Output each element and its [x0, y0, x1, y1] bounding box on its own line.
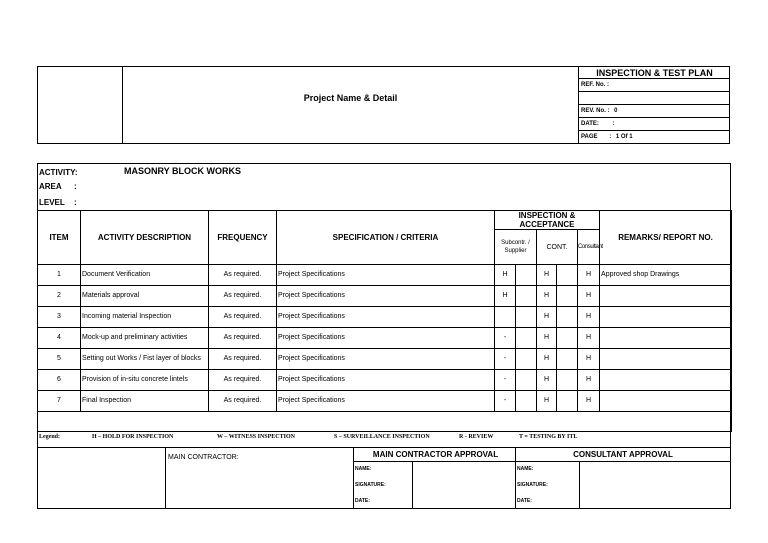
subcontractor-cell: -: [495, 349, 516, 370]
table-row: [38, 286, 732, 307]
ref-label: REF. No. :: [581, 82, 609, 88]
spec-cell: Project Specifications: [277, 349, 495, 370]
legend-testing: T = TESTING BY ITL: [519, 434, 578, 440]
cont-blank-cell: [557, 286, 578, 307]
cont-blank-cell: [557, 370, 578, 391]
spec-cell: Project Specifications: [277, 328, 495, 349]
itp-table: [37, 210, 732, 432]
logo-cell: [38, 67, 123, 143]
frequency-cell: As required.: [209, 265, 277, 286]
activity-label: ACTIVITY:: [39, 168, 78, 177]
legend-hold: H – HOLD FOR INSPECTION: [92, 434, 174, 440]
level-label: LEVEL: [39, 198, 65, 207]
cont-cell: H: [537, 328, 557, 349]
frequency-cell: As required.: [209, 307, 277, 328]
description-cell: Incoming material Inspection: [81, 307, 209, 328]
blank-row: [579, 92, 730, 105]
table-row: [38, 349, 732, 370]
page-value: 1 Of 1: [615, 134, 633, 140]
blank-cell: [38, 412, 732, 432]
item-cell: 3: [38, 307, 81, 328]
col-subcontractor: Subcontr. / Supplier: [495, 230, 537, 265]
item-cell: 1: [38, 265, 81, 286]
spec-cell: Project Specifications: [277, 286, 495, 307]
frequency-cell: As required.: [209, 328, 277, 349]
col-frequency: FREQUENCY: [209, 211, 277, 265]
item-cell: 5: [38, 349, 81, 370]
legend-label: Legend:: [39, 434, 60, 440]
approval-blank: [38, 448, 166, 509]
table-row: [38, 328, 732, 349]
table-row: [38, 265, 732, 286]
remarks-cell: [600, 391, 732, 412]
description-cell: Setting out Works / Fist layer of blocks: [81, 349, 209, 370]
cont-cell: H: [537, 265, 557, 286]
cont-blank-cell: [557, 328, 578, 349]
cont-blank-cell: [557, 349, 578, 370]
table-row: [38, 307, 732, 328]
mc-name-label: NAME:: [355, 466, 372, 472]
activity-value: MASONRY BLOCK WORKS: [124, 166, 241, 176]
cont-blank-cell: [557, 391, 578, 412]
description-cell: Document Verification: [81, 265, 209, 286]
page-sep: :: [609, 134, 612, 140]
frequency-cell: As required.: [209, 286, 277, 307]
consultant-cell: H: [578, 328, 600, 349]
description-cell: Materials approval: [81, 286, 209, 307]
cont-cell: H: [537, 391, 557, 412]
sub-blank-cell: [516, 286, 537, 307]
table-row: [38, 370, 732, 391]
itp-box: [37, 163, 731, 509]
col-cont: CONT.: [537, 230, 578, 265]
subcontractor-cell: -: [495, 391, 516, 412]
consultant-cell: H: [578, 307, 600, 328]
spec-cell: Project Specifications: [277, 265, 495, 286]
date-row: [579, 118, 730, 131]
col-description: ACTIVITY DESCRIPTION: [81, 211, 209, 265]
remarks-cell: [600, 307, 732, 328]
remarks-cell: Approved shop Drawings: [600, 265, 732, 286]
legend-review: R - REVIEW: [459, 434, 494, 440]
cont-cell: H: [537, 286, 557, 307]
date-sep: :: [612, 121, 615, 127]
subcontractor-cell: H: [495, 286, 516, 307]
cont-cell: H: [537, 349, 557, 370]
description-cell: Mock-up and preliminary activities: [81, 328, 209, 349]
sub-blank-cell: [516, 328, 537, 349]
cont-cell: H: [537, 370, 557, 391]
mc-approval-panel: [353, 448, 516, 509]
col-remarks: REMARKS/ REPORT NO.: [600, 211, 732, 265]
remarks-cell: [600, 328, 732, 349]
header-box: [37, 66, 730, 144]
date-label: DATE:: [581, 121, 599, 127]
consultant-cell: H: [578, 265, 600, 286]
consultant-signature-label: SIGNATURE:: [517, 482, 548, 488]
rev-row: [579, 105, 730, 118]
consultant-approval-panel: [516, 448, 730, 509]
rev-label: REV. No. :: [581, 108, 610, 114]
col-item: ITEM: [38, 211, 81, 265]
page-row: [579, 131, 730, 143]
description-cell: Final Inspection: [81, 391, 209, 412]
item-cell: 6: [38, 370, 81, 391]
subcontractor-cell: -: [495, 370, 516, 391]
description-cell: Provision of in-situ concrete lintels: [81, 370, 209, 391]
cont-blank-cell: [557, 307, 578, 328]
frequency-cell: As required.: [209, 349, 277, 370]
plan-title: INSPECTION & TEST PLAN: [579, 67, 730, 79]
consultant-cell: H: [578, 349, 600, 370]
consultant-name-label: NAME:: [517, 466, 534, 472]
consultant-divider: [579, 462, 580, 509]
item-cell: 2: [38, 286, 81, 307]
spec-cell: Project Specifications: [277, 370, 495, 391]
cont-blank-cell: [557, 265, 578, 286]
level-sep: :: [74, 198, 77, 207]
legend-surveillance: S – SURVEILLANCE INSPECTION: [334, 434, 430, 440]
frequency-cell: As required.: [209, 370, 277, 391]
subcontractor-cell: [495, 307, 516, 328]
item-cell: 4: [38, 328, 81, 349]
consultant-cell: H: [578, 286, 600, 307]
sub-blank-cell: [516, 391, 537, 412]
area-sep: :: [74, 182, 77, 191]
plan-info-panel: [578, 67, 729, 143]
remarks-cell: [600, 370, 732, 391]
legend-witness: W – WITNESS INSPECTION: [217, 434, 295, 440]
consultant-approval-title: CONSULTANT APPROVAL: [516, 448, 730, 462]
col-spec: SPECIFICATION / CRITERIA: [277, 211, 495, 265]
main-contractor-label: MAIN CONTRACTOR:: [168, 454, 239, 461]
consultant-cell: H: [578, 391, 600, 412]
project-title: Project Name & Detail: [303, 93, 398, 103]
item-cell: 7: [38, 391, 81, 412]
approval-section: [38, 447, 730, 508]
spec-cell: Project Specifications: [277, 307, 495, 328]
blank-row: [38, 412, 732, 432]
subcontractor-cell: -: [495, 328, 516, 349]
cont-cell: H: [537, 307, 557, 328]
area-label: AREA: [39, 182, 62, 191]
frequency-cell: As required.: [209, 391, 277, 412]
ref-row: [579, 79, 730, 92]
sub-blank-cell: [516, 349, 537, 370]
consultant-cell: H: [578, 370, 600, 391]
consultant-date-label: DATE:: [517, 498, 532, 504]
table-row: [38, 391, 732, 412]
sub-blank-cell: [516, 307, 537, 328]
rev-value: 0: [614, 108, 618, 114]
mc-date-label: DATE:: [355, 498, 370, 504]
mc-signature-label: SIGNATURE:: [355, 482, 386, 488]
spec-cell: Project Specifications: [277, 391, 495, 412]
mc-divider: [412, 462, 413, 509]
col-consultant: Consultant: [578, 230, 600, 265]
remarks-cell: [600, 349, 732, 370]
col-inspection: INSPECTION & ACCEPTANCE: [495, 211, 600, 230]
page-label: PAGE: [581, 134, 598, 140]
sub-blank-cell: [516, 370, 537, 391]
mc-approval-title: MAIN CONTRACTOR APPROVAL: [354, 448, 517, 462]
sub-blank-cell: [516, 265, 537, 286]
subcontractor-cell: H: [495, 265, 516, 286]
remarks-cell: [600, 286, 732, 307]
